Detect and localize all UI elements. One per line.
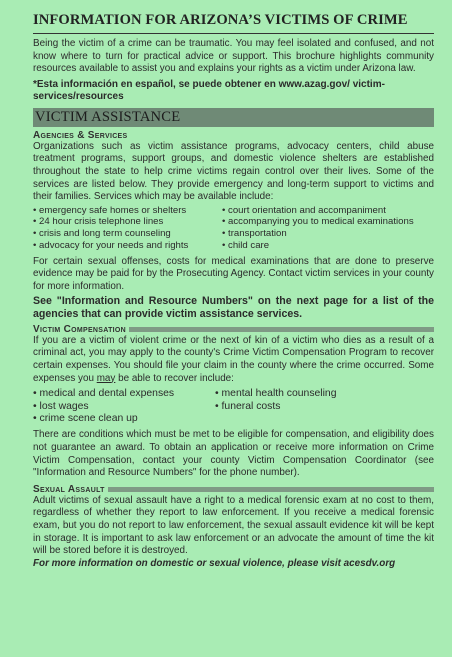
page-title: INFORMATION FOR ARIZONA’S VICTIMS OF CRIME	[33, 12, 408, 28]
title-rule	[33, 33, 434, 34]
subheading-agencies-services: Agencies & Services	[33, 129, 128, 141]
agencies-paragraph: Organizations such as victim assistance programs, advocacy centers, child abuse treatment programs, support groups, and domestic violence shelters are established throughout the state to help crime victims regain control over their lives. Some of the services are listed below. They provide emergency and long-term support to victims and their families. Services which may be available include:	[33, 140, 434, 203]
subheading-bar	[129, 327, 434, 332]
compensation-text-start: If you are a victim of violent crime or the next of kin of a victim who dies as a result of a criminal act, you may apply to the county's Crime Victim Compensation Program to recover certain expenses. You should file your claim in the county where the crime occurred. Some expenses you	[33, 334, 434, 384]
subheading-row-compensation	[33, 324, 434, 335]
list-item: • advocacy for your needs and rights	[33, 240, 222, 252]
list-item: • funeral costs	[215, 401, 434, 413]
list-item: • lost wages	[33, 401, 215, 413]
see-resources-note: See "Information and Resource Numbers" on the next page for a list of the agencies that can provide victim assistance services.	[33, 295, 434, 320]
compensation-paragraph	[33, 335, 434, 385]
services-list	[33, 205, 434, 252]
compensation-underlined-may: may	[96, 372, 116, 384]
spanish-note: *Esta información en español, se puede obtener en www.azag.gov/ victim-services/resources	[33, 78, 385, 102]
list-item: • accompanying you to medical examinations	[222, 216, 434, 228]
list-item: • court orientation and accompaniment	[222, 205, 434, 217]
medical-exam-paragraph: For certain sexual offenses, costs for medical examinations that are done to preserve evidence may be paid for by the Prosecuting Agency. Contact victim services in your county for more information.	[33, 255, 434, 292]
list-item: • mental health counseling	[215, 388, 434, 400]
more-info-line: For more information on domestic or sexual violence, please visit acesdv.org	[33, 557, 396, 569]
list-item: • transportation	[222, 228, 434, 240]
subheading-row-sexual-assault	[33, 484, 434, 495]
sexual-assault-paragraph: Adult victims of sexual assault have a right to a medical forensic exam at no cost to them, regardless of whether they report to law enforcement. If you receive a medical forensic exam, but you do not report to law enforcement, the sexual assault evidence kit will be kept in storage. It is important to ask law enforcement or an advocate the amount of time the kit will be stored before it is destroyed.	[33, 494, 434, 557]
intro-paragraph: Being the victim of a crime can be traumatic. You may feel isolated and confused, and not know where to turn for practical advice or support. This brochure highlights community resources available to assist you and explains your rights as a victim under Arizona law.	[33, 38, 434, 75]
subheading-victim-compensation: Victim Compensation	[33, 323, 127, 335]
subheading-bar	[108, 487, 434, 492]
eligibility-paragraph: There are conditions which must be met to be eligible for compensation, and eligibility does not guarantee an award. To obtain an application or receive more information on Crime Victim Compensation, contact your county Victim Compensation Coordinator (see "Information and Resource Numbers" for the phone number).	[33, 429, 434, 479]
list-item: • emergency safe homes or shelters	[33, 205, 222, 217]
subheading-sexual-assault: Sexual Assault	[33, 483, 105, 495]
expenses-list	[33, 388, 434, 425]
compensation-text-end: be able to recover include:	[115, 372, 234, 384]
list-item: • child care	[222, 240, 434, 252]
list-item: • medical and dental expenses	[33, 388, 215, 400]
section-heading-victim-assistance: VICTIM ASSISTANCE	[33, 108, 434, 127]
list-item: • crime scene clean up	[33, 413, 215, 425]
list-item: • 24 hour crisis telephone lines	[33, 216, 222, 228]
list-item: • crisis and long term counseling	[33, 228, 222, 240]
